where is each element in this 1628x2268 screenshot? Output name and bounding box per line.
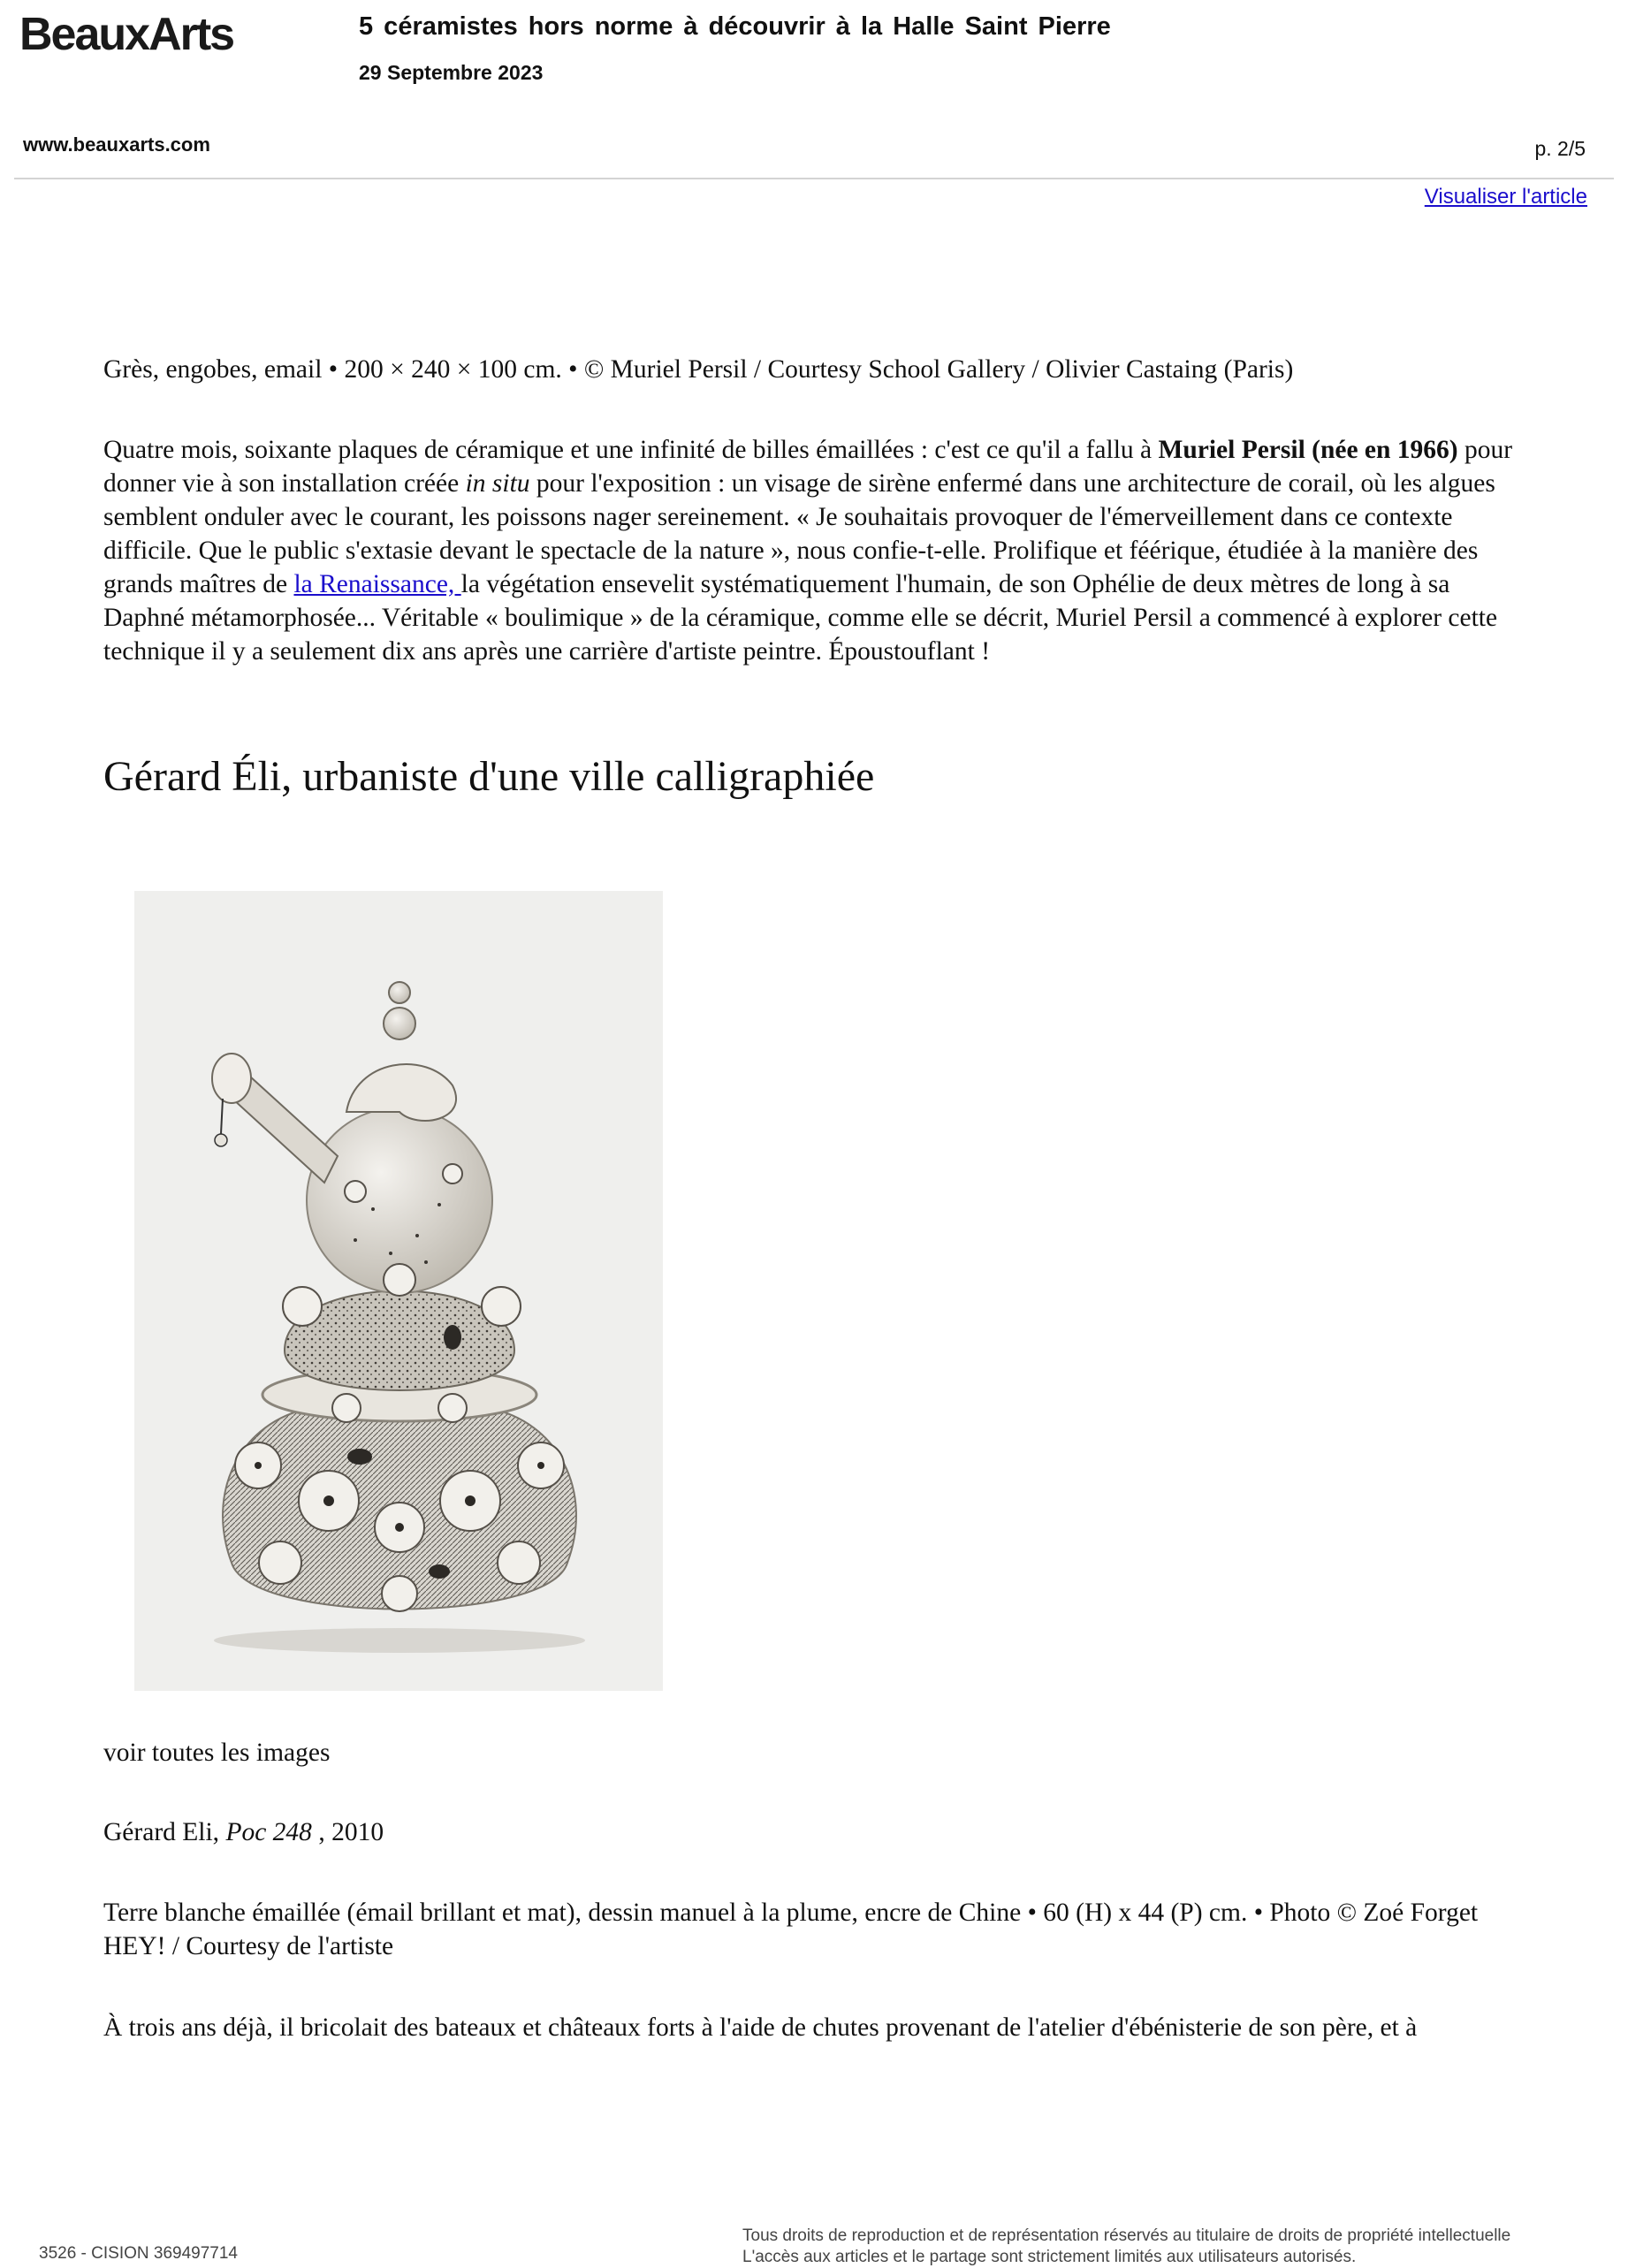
page-number: p. 2/5 [1534,137,1586,160]
rights-notice-line: Tous droits de reproduction et de représentation réservés au titulaire de droits de propriété intellectuelle [742,2226,1511,2245]
paragraph-text: la végétation ensevelit systématiquement l'humain, de son Ophélie de deux mètres de long à sa Daphné métamorphosée... Véritable « boulimique » de la céramique, comme elle se décrit, Muriel Persil a commencé à explorer cette technique il y a seulement dix ans après une carrière d'artiste peintre. Époustouflant ! [103,570,1498,666]
renaissance-link[interactable]: la Renaissance, [293,570,461,598]
section-heading: Gérard Éli, urbaniste d'une ville calligraphiée [103,753,875,800]
see-all-images-link[interactable]: voir toutes les images [103,1739,331,1767]
cision-document-id: 3526 - CISION 369497714 [39,2244,238,2263]
header-divider [14,178,1614,179]
image-caption-persil: Grès, engobes, email • 200 × 240 × 100 cm. • © Muriel Persil / Courtesy School Gallery / Olivier Castaing (Paris) [103,355,1294,384]
paragraph-text: pour donner vie à son installation créée [103,436,1513,498]
article-paragraph-persil [103,433,1526,668]
beauxarts-logo: BeauxArts [19,9,234,60]
source-url: www.beauxarts.com [23,133,210,156]
artist-name-bold: Muriel Persil (née en 1966) [1158,436,1458,464]
article-paragraph-eli: À trois ans déjà, il bricolait des bateaux et châteaux forts à l'aide de chutes provenant de l'atelier d'ébénisterie de son père, et à [103,2013,1418,2042]
artwork-credit-line [103,1815,1526,1849]
view-article-link[interactable]: Visualiser l'article [1424,185,1587,209]
rights-notice [742,2226,1510,2268]
artwork-title: Poc 248 [225,1818,312,1846]
publication-date: 29 Septembre 2023 [359,61,544,84]
italic-phrase: in situ [465,469,530,498]
artist-name: Gérard Eli, [103,1818,226,1846]
paragraph-text: Quatre mois, soixante plaques de céramique et une infinité de billes émaillées : c'est ce qu'il a fallu à [103,436,1159,464]
document-title: 5 céramistes hors norme à découvrir à la Halle Saint Pierre [359,12,1111,41]
ceramic-sculpture-illustration [134,891,663,1691]
ceramic-artwork-photo [134,891,663,1691]
image-caption-eli: Terre blanche émaillée (émail brillant et mat), dessin manuel à la plume, encre de Chine • 60 (H) x 44 (P) cm. • Photo © Zoé Forget HEY! / Courtesy de l'artiste [103,1899,1479,1960]
rights-notice-line: L'accès aux articles et le partage sont strictement limités aux utilisateurs autorisés. [742,2248,1357,2266]
paragraph-text: pour l'exposition : un visage de sirène enfermé dans une architecture de corail, où les algues semblent onduler avec le courant, les poissons nager sereinement. « Je souhaitais provoquer de l'émerveillement dans ce contexte difficile. Que le public s'extasie devant le spectacle de la nature », nous confie-t-elle. Prolifique et féérique, étudiée à la manière des grands maîtres de [103,469,1495,598]
artwork-year: , 2010 [311,1818,384,1846]
